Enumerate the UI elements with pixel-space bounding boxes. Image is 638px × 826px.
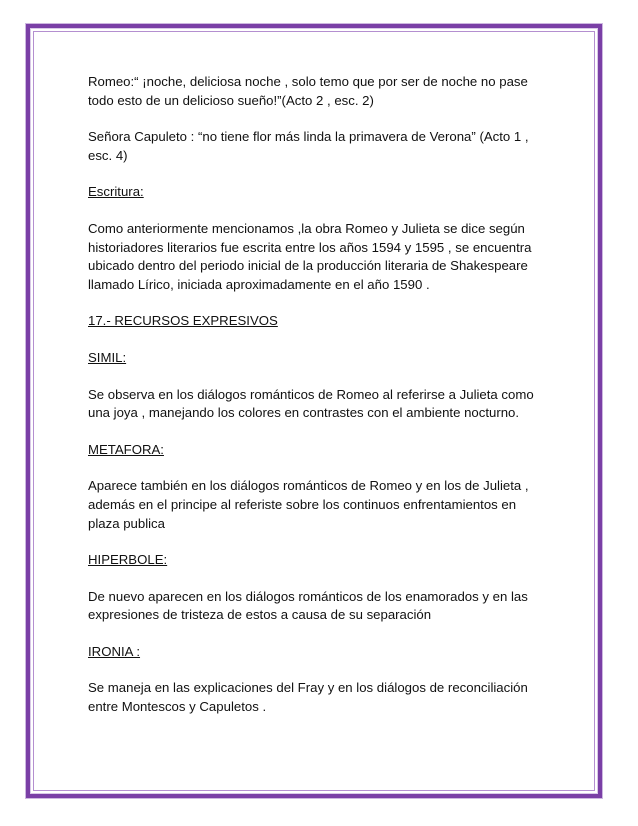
paragraph (88, 477, 558, 533)
paragraph-line: De nuevo aparecen en los diálogos románticos de los enamorados y en las (88, 588, 528, 604)
paragraph-line: esc. 4) (88, 147, 128, 163)
paragraph-line: plaza publica (88, 515, 165, 531)
section-heading: Escritura: (88, 184, 144, 200)
paragraph-line: Como anteriormente mencionamos ,la obra Romeo y Julieta se dice según (88, 220, 525, 236)
section-heading: METAFORA: (88, 441, 164, 457)
paragraph-line: historiadores literarios fue escrita entre los años 1594 y 1595 , se encuentra (88, 239, 532, 255)
paragraph (88, 73, 558, 110)
paragraph (88, 679, 558, 716)
paragraph-line: Se maneja en las explicaciones del Fray y en los diálogos de reconciliación (88, 680, 528, 696)
paragraph-line: Romeo:“ ¡noche, deliciosa noche , solo temo que por ser de noche no pase (88, 74, 528, 89)
section-heading: IRONIA : (88, 643, 141, 659)
paragraph-line: llamado Lírico, iniciada aproximadamente en el año 1590 . (88, 276, 430, 292)
paragraph-line: ubicado dentro del periodo inicial de la producción literaria de Shakespeare (88, 258, 528, 274)
paragraph-line: entre Montescos y Capuletos . (88, 699, 267, 715)
paragraph (88, 386, 558, 423)
document-body (88, 73, 558, 735)
paragraph-line: Señora Capuleto : “no tiene flor más linda la primavera de Verona” (Acto 1 , (88, 129, 529, 145)
paragraph-line: Aparece también en los diálogos románticos de Romeo y en los de Julieta , (88, 478, 529, 494)
paragraph-line: Se observa en los diálogos románticos de Romeo al referirse a Julieta como (88, 386, 534, 402)
paragraph-line: expresiones de tristeza de estos a causa de su separación (88, 607, 432, 623)
section-heading: 17.- RECURSOS EXPRESIVOS (88, 313, 278, 329)
section-heading: SIMIL: (88, 349, 127, 365)
paragraph-line: además en el principe al referiste sobre los continuos enfrentamientos en (88, 496, 517, 512)
section-heading: HIPERBOLE: (88, 552, 168, 568)
paragraph (88, 128, 558, 165)
paragraph (88, 220, 558, 294)
paragraph-line: todo esto de un delicioso sueño!”(Acto 2 , esc. 2) (88, 92, 374, 108)
paragraph-line: una joya , manejando los colores en contrastes con el ambiente nocturno. (88, 405, 520, 421)
paragraph (88, 588, 558, 625)
